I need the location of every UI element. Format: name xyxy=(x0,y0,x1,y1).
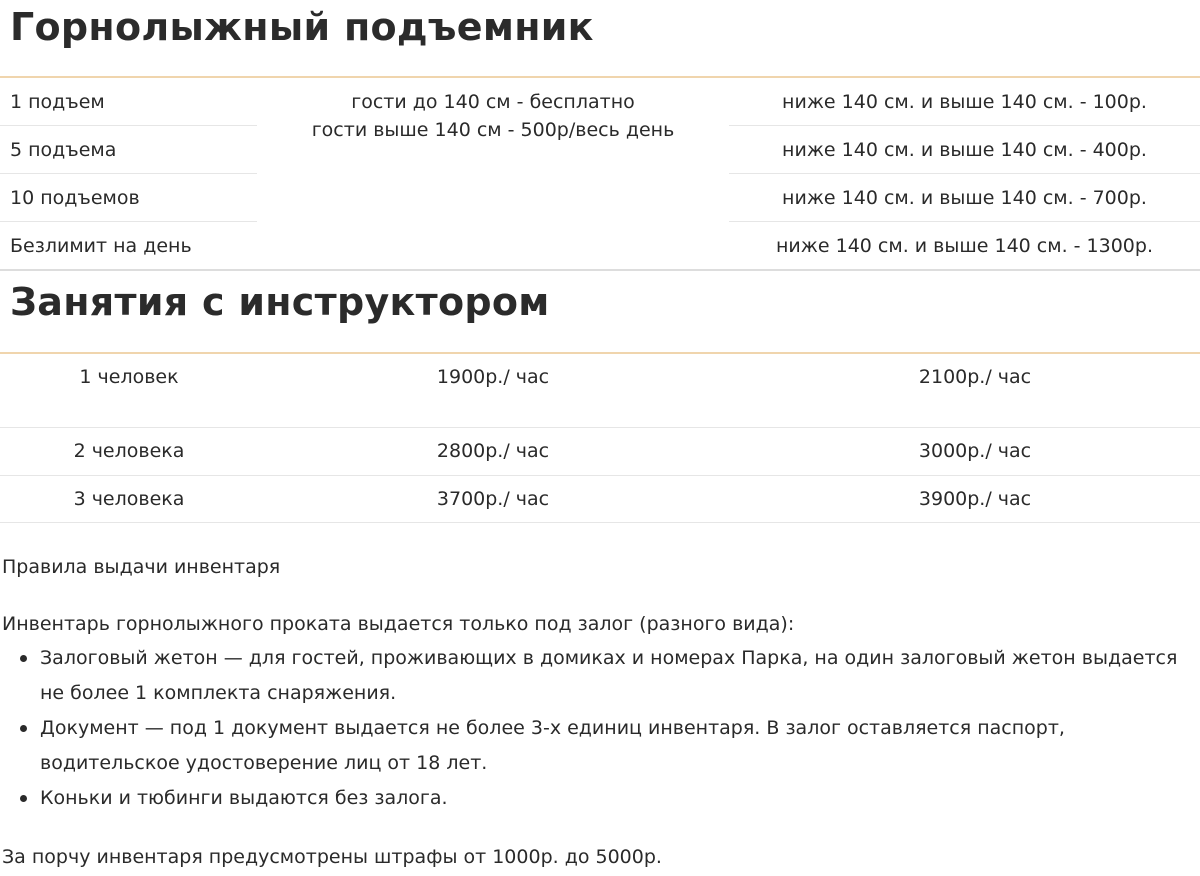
lift-title-divider xyxy=(0,76,1200,78)
lift-child-pricing-note xyxy=(258,88,728,144)
bullet-icon xyxy=(20,655,27,662)
lift-row-divider xyxy=(729,125,1200,126)
lift-section-title: Горнолыжный подъемник xyxy=(10,5,594,49)
list-item xyxy=(0,711,1200,781)
list-item-text: Документ — под 1 документ выдается не более 3-х единиц инвентаря. В залог оставляется паспорт, водительское удостоверение лиц от 18 лет. xyxy=(40,717,1065,774)
instructor-row-people: 1 человек xyxy=(79,366,179,388)
lift-row-price: ниже 140 см. и выше 140 см. - 100р. xyxy=(782,91,1147,113)
lift-row-name: Безлимит на день xyxy=(10,235,192,257)
rules-intro: Инвентарь горнолыжного проката выдается только под залог (разного вида): xyxy=(2,613,795,635)
list-item-text: Коньки и тюбинги выдаются без залога. xyxy=(40,787,448,809)
lift-row-name: 1 подъем xyxy=(10,91,105,113)
instructor-row-divider xyxy=(0,522,1200,523)
instructor-row-people: 3 человека xyxy=(73,488,185,510)
lift-note-line: гости выше 140 см - 500р/весь день xyxy=(311,119,675,141)
lift-row-name: 10 подъемов xyxy=(10,187,140,209)
lift-row-divider xyxy=(0,173,257,174)
lift-row-divider xyxy=(729,173,1200,174)
instructor-row-price-a: 1900р./ час xyxy=(436,366,550,388)
lift-row-divider xyxy=(0,221,257,222)
instructor-section-title: Занятия с инструктором xyxy=(10,280,550,324)
list-item xyxy=(0,641,1200,711)
bullet-icon xyxy=(20,795,27,802)
instructor-row-price-b: 3900р./ час xyxy=(918,488,1032,510)
deposit-rules-list xyxy=(0,641,1200,816)
instructor-row-price-b: 2100р./ час xyxy=(918,366,1032,388)
lift-row-divider xyxy=(0,125,257,126)
instructor-row-divider xyxy=(0,427,1200,428)
rules-heading: Правила выдачи инвентаря xyxy=(2,556,281,578)
instructor-row-divider xyxy=(0,475,1200,476)
lift-row-price: ниже 140 см. и выше 140 см. - 400р. xyxy=(782,139,1147,161)
bullet-icon xyxy=(20,725,27,732)
instructor-row-people: 2 человека xyxy=(73,440,185,462)
damage-fines-note: За порчу инвентаря предусмотрены штрафы от 1000р. до 5000р. xyxy=(2,846,662,868)
lift-note-line: гости до 140 см - бесплатно xyxy=(351,91,635,113)
instructor-row-price-a: 2800р./ час xyxy=(436,440,550,462)
lift-row-price: ниже 140 см. и выше 140 см. - 700р. xyxy=(782,187,1147,209)
list-item-text: Залоговый жетон — для гостей, проживающих в домиках и номерах Парка, на один залоговый жетон выдается не более 1 комплекта снаряжения. xyxy=(40,647,1178,704)
instructor-row-price-b: 3000р./ час xyxy=(918,440,1032,462)
instructor-title-divider xyxy=(0,352,1200,354)
list-item xyxy=(0,781,1200,816)
lift-row-price: ниже 140 см. и выше 140 см. - 1300р. xyxy=(776,235,1153,257)
lift-table-bottom-border xyxy=(0,269,1200,271)
lift-row-divider xyxy=(729,221,1200,222)
lift-row-name: 5 подъема xyxy=(10,139,117,161)
instructor-row-price-a: 3700р./ час xyxy=(436,488,550,510)
